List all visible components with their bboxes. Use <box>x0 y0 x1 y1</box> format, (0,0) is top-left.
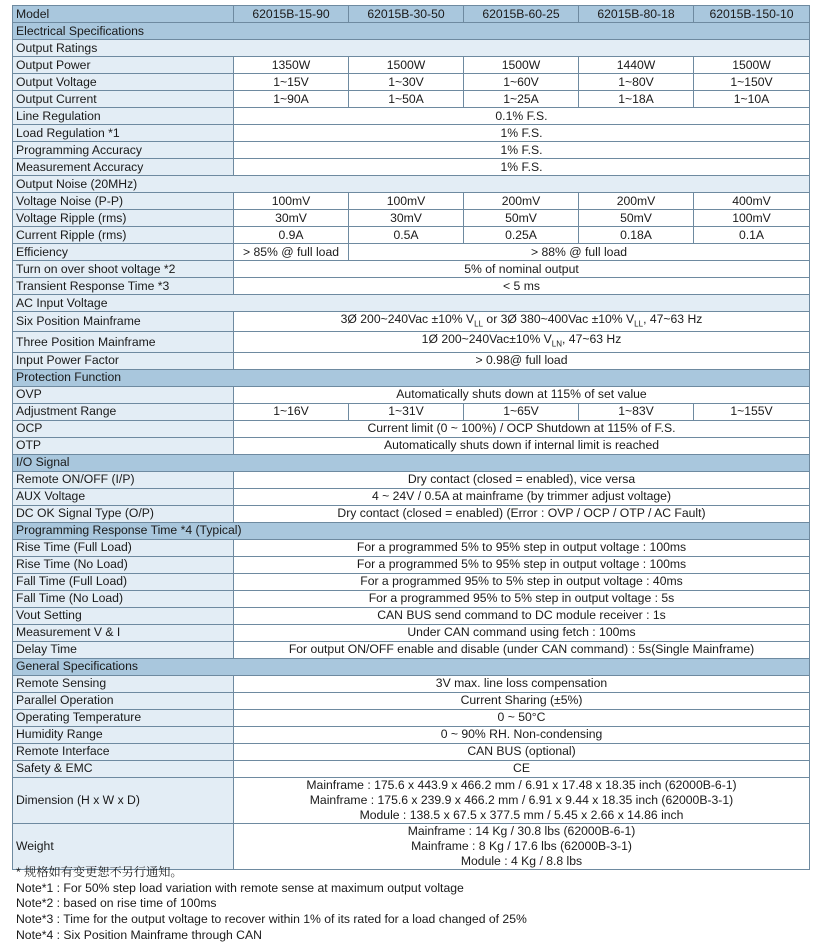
section-header <box>13 454 810 471</box>
row-label: Parallel Operation <box>13 692 234 709</box>
row-label: Programming Accuracy <box>13 142 234 159</box>
row-label: Safety & EMC <box>13 760 234 777</box>
cell-value: For a programmed 95% to 5% step in output voltage : 40ms <box>234 573 810 590</box>
subsection-output-ratings: Output Ratings <box>13 40 810 57</box>
cell-value: 0.18A <box>579 227 694 244</box>
spec-row <box>13 244 810 261</box>
row-label: Line Regulation <box>13 108 234 125</box>
footnote: Note*2 : based on rise time of 100ms <box>16 896 217 911</box>
row-label: Rise Time (No Load) <box>13 556 234 573</box>
cell-value: 1500W <box>464 57 579 74</box>
cell-value: For a programmed 5% to 95% step in output voltage : 100ms <box>234 539 810 556</box>
row-label: Voltage Noise (P-P) <box>13 193 234 210</box>
cell-value: 0.1% F.S. <box>234 108 810 125</box>
spec-row <box>13 57 810 74</box>
row-label: Dimension (H x W x D) <box>13 777 234 823</box>
spec-row <box>13 403 810 420</box>
cell-value: 0.1A <box>694 227 810 244</box>
cell-value: 1~50A <box>349 91 464 108</box>
cell-value: 1% F.S. <box>234 142 810 159</box>
row-label: Output Voltage <box>13 74 234 91</box>
footnote: Note*1 : For 50% step load variation with remote sense at maximum output voltage <box>16 880 464 895</box>
cell-value: Dry contact (closed = enabled) (Error : OVP / OCP / OTP / AC Fault) <box>234 505 810 522</box>
row-label: Output Power <box>13 57 234 74</box>
spec-row <box>13 386 810 403</box>
row-label: Fall Time (Full Load) <box>13 573 234 590</box>
model-name: 62015B-30-50 <box>349 6 464 23</box>
spec-row <box>13 312 810 332</box>
cell-value: 1440W <box>579 57 694 74</box>
row-label: Operating Temperature <box>13 709 234 726</box>
spec-row <box>13 471 810 488</box>
cell-value: > 88% @ full load <box>349 244 810 261</box>
spec-row <box>13 777 810 823</box>
row-label: OTP <box>13 437 234 454</box>
spec-row <box>13 210 810 227</box>
dimension-line: Mainframe : 175.6 x 443.9 x 466.2 mm / 6.91 x 17.48 x 18.35 inch (62000B-6-1) <box>306 777 737 792</box>
row-label: Current Ripple (rms) <box>13 227 234 244</box>
model-name: 62015B-80-18 <box>579 6 694 23</box>
model-label: Model <box>13 6 234 23</box>
spec-row <box>13 159 810 176</box>
cell-value: For a programmed 95% to 5% step in output voltage : 5s <box>234 590 810 607</box>
row-label: OVP <box>13 386 234 403</box>
spec-row <box>13 556 810 573</box>
row-label: Load Regulation *1 <box>13 125 234 142</box>
model-name: 62015B-15-90 <box>234 6 349 23</box>
row-label: Measurement Accuracy <box>13 159 234 176</box>
cell-value: 200mV <box>464 193 579 210</box>
cell-value: > 85% @ full load <box>234 244 349 261</box>
weight-line: Mainframe : 8 Kg / 17.6 lbs (62000B-3-1) <box>411 838 632 853</box>
spec-row <box>13 261 810 278</box>
subsection-row <box>13 40 810 57</box>
spec-row <box>13 74 810 91</box>
row-label: Measurement V & I <box>13 624 234 641</box>
spec-row <box>13 332 810 352</box>
spec-row <box>13 590 810 607</box>
cell-value: 1~31V <box>349 403 464 420</box>
row-label: Humidity Range <box>13 726 234 743</box>
cell-value: 1~18A <box>579 91 694 108</box>
cell-value: 1% F.S. <box>234 125 810 142</box>
cell-value: CAN BUS (optional) <box>234 743 810 760</box>
cell-value: 30mV <box>234 210 349 227</box>
cell-value: Automatically shuts down at 115% of set value <box>234 386 810 403</box>
row-label: Six Position Mainframe <box>13 312 234 332</box>
cell-value: > 0.98@ full load <box>234 352 810 369</box>
cell-value: 1~16V <box>234 403 349 420</box>
cell-value: 1Ø 200~240Vac±10% $V_{LN}$, 47~63 Hz <box>234 332 810 352</box>
row-label: Delay Time <box>13 641 234 658</box>
spec-row <box>13 641 810 658</box>
cell-value: 50mV <box>579 210 694 227</box>
footnote: * 规格如有变更恕不另行通知。 <box>16 865 183 879</box>
cell-value: 30mV <box>349 210 464 227</box>
spec-row <box>13 823 810 869</box>
section-title-io-signal: I/O Signal <box>13 454 810 471</box>
cell-value: 50mV <box>464 210 579 227</box>
spec-row <box>13 352 810 369</box>
cell-value: 0 ~ 90% RH. Non-condensing <box>234 726 810 743</box>
spec-row <box>13 505 810 522</box>
weight-line: Module : 4 Kg / 8.8 lbs <box>460 853 583 868</box>
weight-line: Mainframe : 14 Kg / 30.8 lbs (62000B-6-1) <box>407 823 636 838</box>
footnote: Note*3 : Time for the output voltage to recover within 1% of its rated for a load changed of 25% <box>16 912 527 927</box>
cell-value: 0.9A <box>234 227 349 244</box>
subsection-ac-input: AC Input Voltage <box>13 295 810 312</box>
section-header <box>13 23 810 40</box>
spec-row <box>13 726 810 743</box>
subsection-row <box>13 295 810 312</box>
spec-row <box>13 607 810 624</box>
cell-value: 1~65V <box>464 403 579 420</box>
cell-value: 1500W <box>349 57 464 74</box>
section-title-electrical: Electrical Specifications <box>13 23 810 40</box>
cell-value: For output ON/OFF enable and disable (under CAN command) : 5s(Single Mainframe) <box>234 641 810 658</box>
cell-value: 0.25A <box>464 227 579 244</box>
spec-row <box>13 437 810 454</box>
row-label: Output Current <box>13 91 234 108</box>
row-label: AUX Voltage <box>13 488 234 505</box>
cell-value: 4 ~ 24V / 0.5A at mainframe (by trimmer adjust voltage) <box>234 488 810 505</box>
row-label: Transient Response Time *3 <box>13 278 234 295</box>
cell-value: 400mV <box>694 193 810 210</box>
cell-value: 1~10A <box>694 91 810 108</box>
dimension-line: Module : 138.5 x 67.5 x 377.5 mm / 5.45 x 2.66 x 14.86 inch <box>359 807 684 822</box>
row-label: Remote Interface <box>13 743 234 760</box>
model-name: 62015B-60-25 <box>464 6 579 23</box>
cell-value: For a programmed 5% to 95% step in output voltage : 100ms <box>234 556 810 573</box>
section-header <box>13 369 810 386</box>
spec-row <box>13 675 810 692</box>
cell-value: Automatically shuts down if internal limit is reached <box>234 437 810 454</box>
cell-value: 1~30V <box>349 74 464 91</box>
spec-row <box>13 125 810 142</box>
footnote: Note*4 : Six Position Mainframe through CAN <box>16 927 262 942</box>
model-name: 62015B-150-10 <box>694 6 810 23</box>
row-label: Voltage Ripple (rms) <box>13 210 234 227</box>
cell-value: Under CAN command using fetch : 100ms <box>234 624 810 641</box>
footnotes <box>16 865 816 944</box>
spec-row <box>13 692 810 709</box>
spec-row <box>13 709 810 726</box>
row-label: Input Power Factor <box>13 352 234 369</box>
spec-row <box>13 624 810 641</box>
cell-value: Current Sharing (±5%) <box>234 692 810 709</box>
cell-value: < 5 ms <box>234 278 810 295</box>
cell-value: 100mV <box>234 193 349 210</box>
row-label: Rise Time (Full Load) <box>13 539 234 556</box>
spec-row <box>13 142 810 159</box>
cell-value: CAN BUS send command to DC module receiver : 1s <box>234 607 810 624</box>
row-label: Efficiency <box>13 244 234 261</box>
row-label: Turn on over shoot voltage *2 <box>13 261 234 278</box>
cell-value: 1~80V <box>579 74 694 91</box>
cell-value: 1~155V <box>694 403 810 420</box>
row-label: DC OK Signal Type (O/P) <box>13 505 234 522</box>
model-header-row <box>13 6 810 23</box>
cell-value: 5% of nominal output <box>234 261 810 278</box>
spec-row <box>13 108 810 125</box>
subsection-row <box>13 176 810 193</box>
spec-row <box>13 743 810 760</box>
spec-row <box>13 420 810 437</box>
cell-value: 1~60V <box>464 74 579 91</box>
spec-row <box>13 760 810 777</box>
row-label: Remote ON/OFF (I/P) <box>13 471 234 488</box>
row-label: Three Position Mainframe <box>13 332 234 352</box>
cell-value: 0.5A <box>349 227 464 244</box>
row-label: Remote Sensing <box>13 675 234 692</box>
spec-row <box>13 539 810 556</box>
cell-value-multiline <box>234 823 810 869</box>
row-label: Fall Time (No Load) <box>13 590 234 607</box>
row-label: Adjustment Range <box>13 403 234 420</box>
cell-value: 200mV <box>579 193 694 210</box>
cell-value: Current limit (0 ~ 100%) / OCP Shutdown at 115% of F.S. <box>234 420 810 437</box>
cell-value: 1350W <box>234 57 349 74</box>
spec-table <box>12 5 810 870</box>
dimension-line: Mainframe : 175.6 x 239.9 x 466.2 mm / 6.91 x 9.44 x 18.35 inch (62000B-3-1) <box>309 792 734 807</box>
cell-value: 1% F.S. <box>234 159 810 176</box>
spec-row <box>13 193 810 210</box>
row-label: OCP <box>13 420 234 437</box>
cell-value: 3V max. line loss compensation <box>234 675 810 692</box>
cell-value: 100mV <box>349 193 464 210</box>
cell-value: 3Ø 200~240Vac ±10% $V_{LL}$ or 3Ø 380~400Vac ±10% $V_{LL}$, 47~63 Hz <box>234 312 810 332</box>
cell-value: 1~90A <box>234 91 349 108</box>
spec-row <box>13 488 810 505</box>
cell-value: CE <box>234 760 810 777</box>
cell-value: 1~15V <box>234 74 349 91</box>
section-title-programming-response: Programming Response Time *4 (Typical) <box>13 522 810 539</box>
spec-row <box>13 573 810 590</box>
section-title-protection: Protection Function <box>13 369 810 386</box>
row-label: Vout Setting <box>13 607 234 624</box>
cell-value: 1~150V <box>694 74 810 91</box>
section-header <box>13 658 810 675</box>
cell-value: 0 ~ 50°C <box>234 709 810 726</box>
cell-value: Dry contact (closed = enabled), vice versa <box>234 471 810 488</box>
cell-value: 100mV <box>694 210 810 227</box>
section-title-general: General Specifications <box>13 658 810 675</box>
row-label: Weight <box>13 823 234 869</box>
cell-value-multiline <box>234 777 810 823</box>
spec-row <box>13 278 810 295</box>
cell-value: 1~83V <box>579 403 694 420</box>
cell-value: 1~25A <box>464 91 579 108</box>
section-header <box>13 522 810 539</box>
subsection-output-noise: Output Noise (20MHz) <box>13 176 810 193</box>
spec-row <box>13 227 810 244</box>
spec-row <box>13 91 810 108</box>
cell-value: 1500W <box>694 57 810 74</box>
